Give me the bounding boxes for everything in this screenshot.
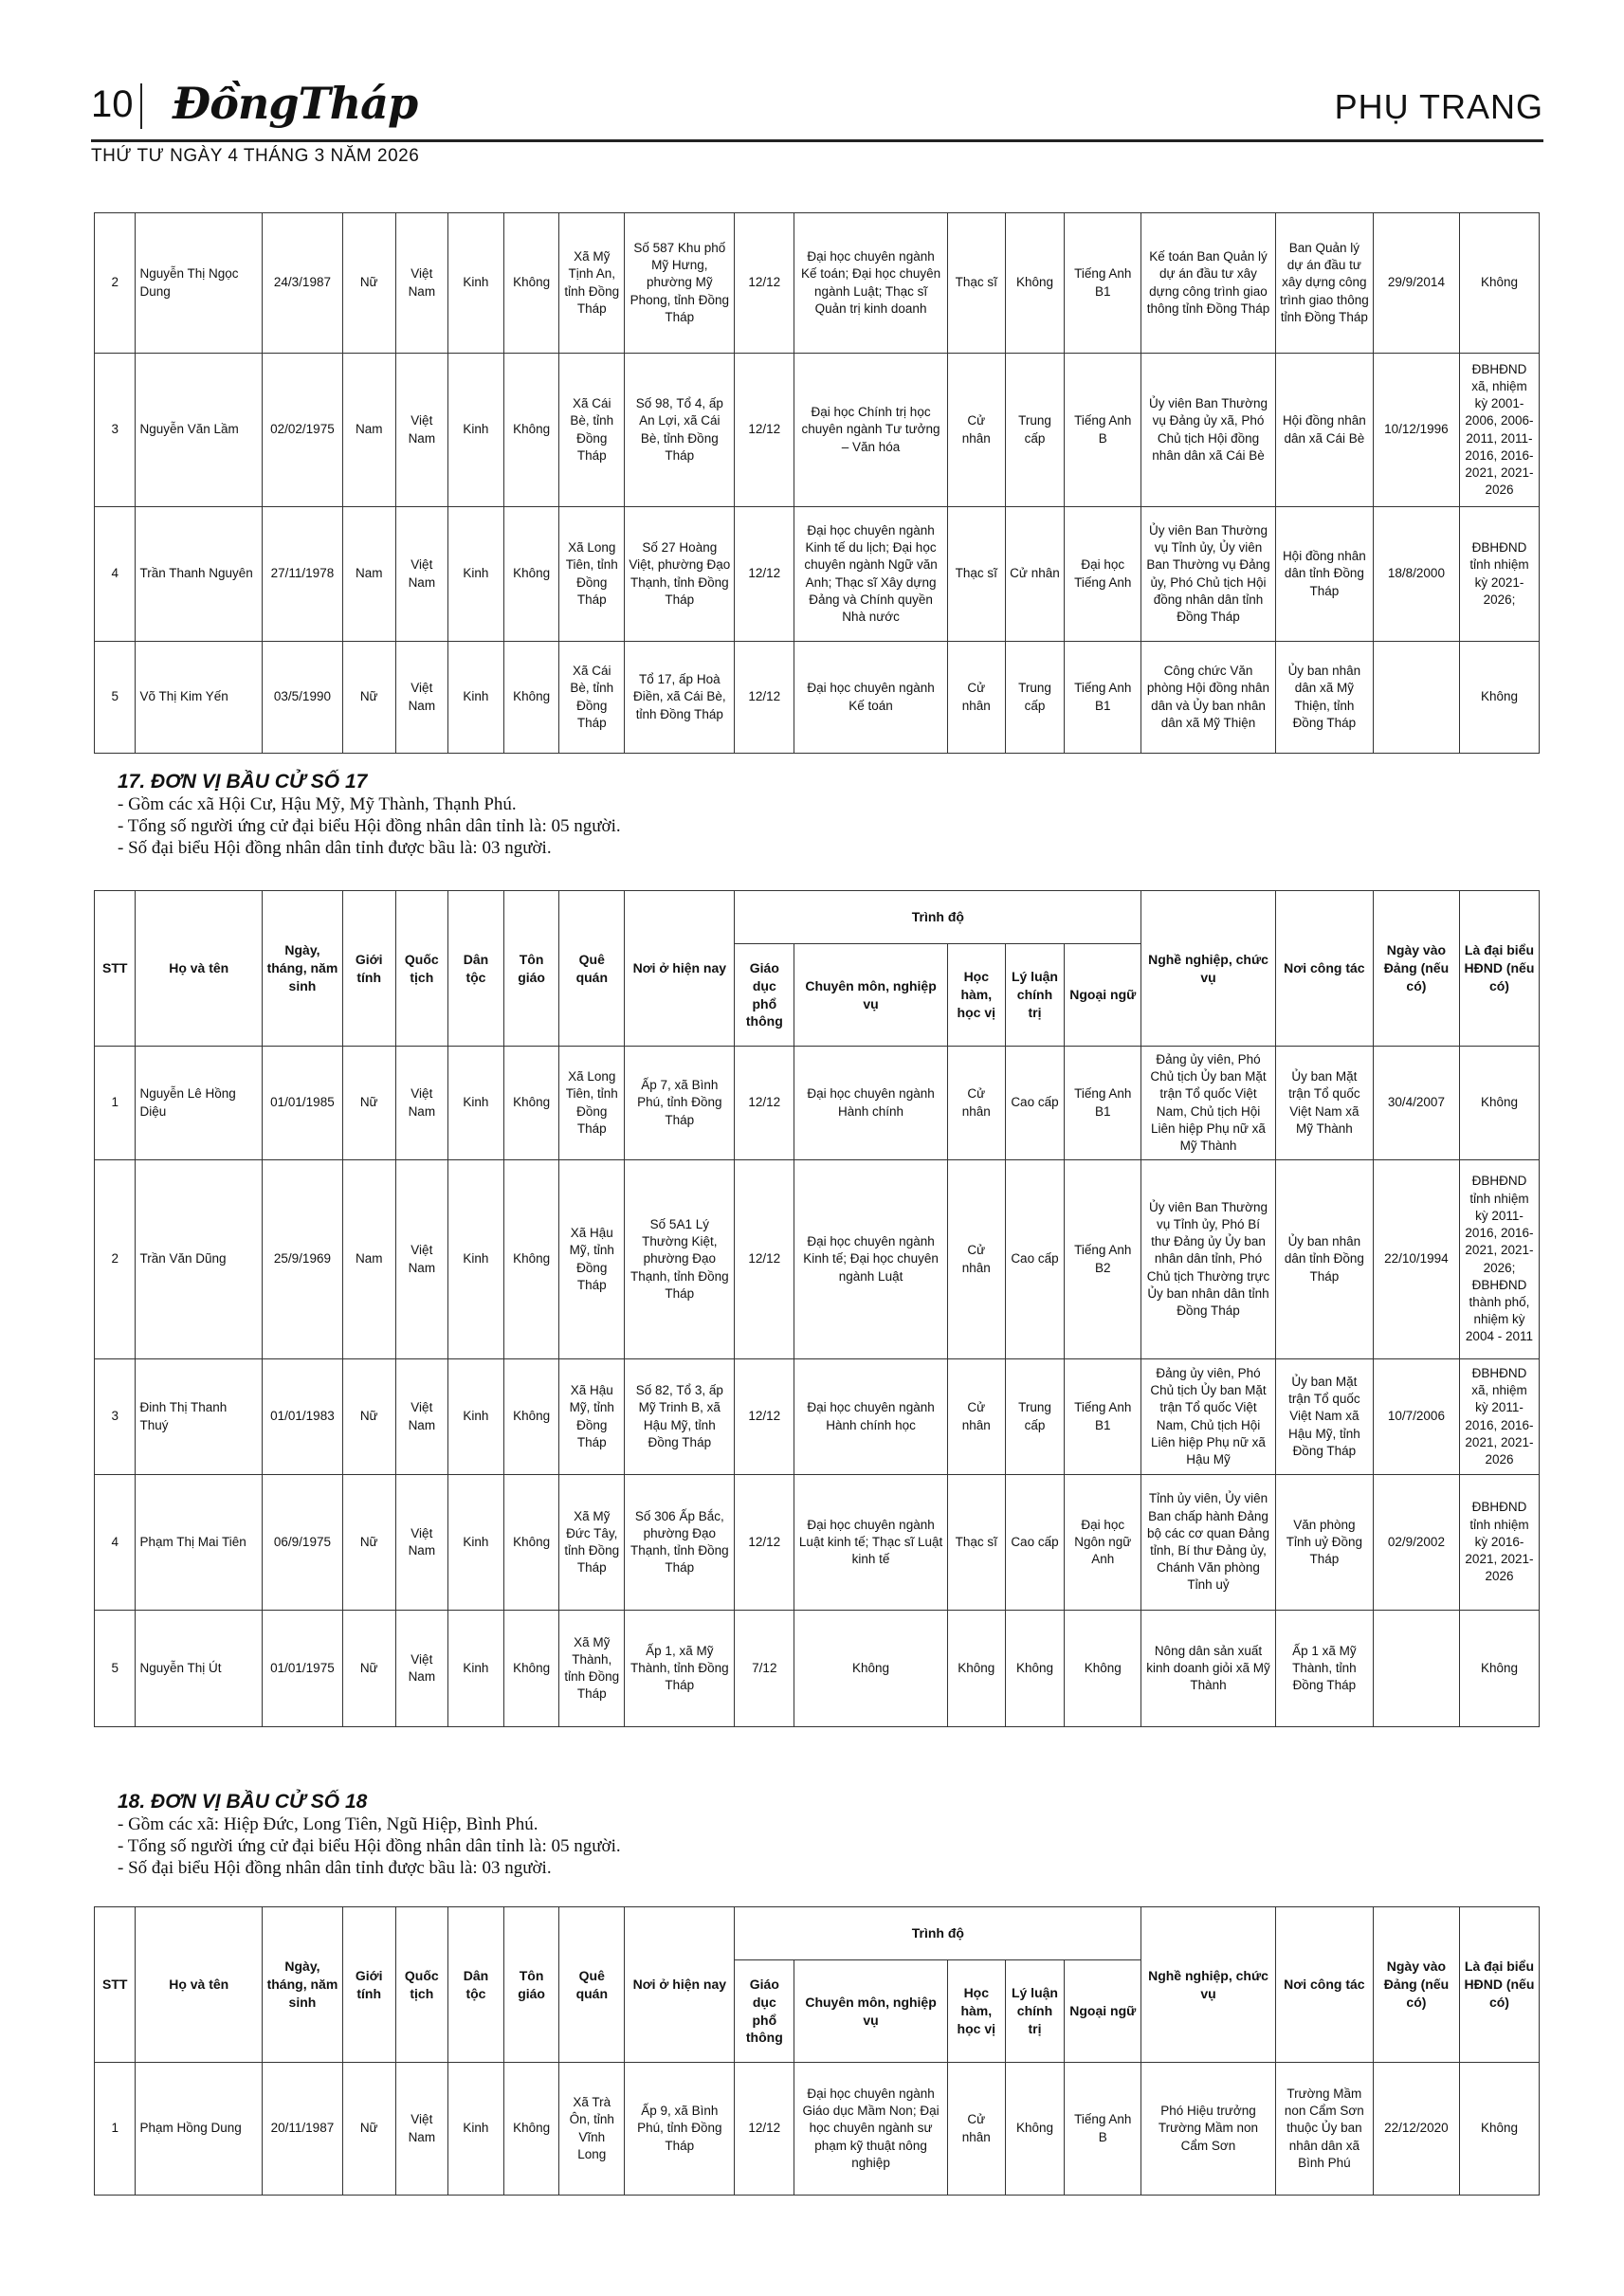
newspaper-logo: ĐồngTháp — [173, 78, 418, 129]
cell-language: Tiếng Anh B — [1065, 2063, 1141, 2196]
cell-party-date — [1373, 642, 1459, 754]
section-17-line3: - Số đại biểu Hội đồng nhân dân tỉnh được bầu là: 03 người. — [118, 838, 552, 858]
col-nationality: Quốc tịch — [395, 1907, 448, 2063]
cell-religion: Không — [503, 1047, 559, 1160]
cell-nationality: Việt Nam — [395, 642, 448, 754]
cell-degree: Thạc sĩ — [947, 507, 1005, 642]
col-occupation: Nghề nghiệp, chức vụ — [1141, 891, 1276, 1047]
cell-dob: 20/11/1987 — [262, 2063, 342, 2196]
cell-specialty: Không — [794, 1611, 948, 1727]
cell-residence: Số 587 Khu phố Mỹ Hưng, phường Mỹ Phong, tỉnh Đồng Tháp — [625, 213, 735, 354]
col-stt: STT — [95, 891, 136, 1047]
cell-political: Không — [1005, 2063, 1065, 2196]
cell-hometown: Xã Hậu Mỹ, tỉnh Đồng Tháp — [559, 1160, 625, 1359]
cell-dob: 01/01/1983 — [262, 1359, 342, 1475]
cell-gender: Nữ — [342, 2063, 395, 2196]
cell-occupation: Tỉnh ủy viên, Ủy viên Ban chấp hành Đảng bộ các cơ quan Đảng tỉnh, Bí thư Đảng ủy, Chánh Văn phòng Tỉnh uỷ — [1141, 1475, 1276, 1611]
cell-name: Nguyễn Văn Lầm — [136, 354, 262, 507]
cell-dob: 24/3/1987 — [262, 213, 342, 354]
cell-ethnicity: Kinh — [448, 2063, 504, 2196]
cell-name: Phạm Hồng Dung — [136, 2063, 262, 2196]
cell-residence: Số 306 Ấp Bắc, phường Đạo Thạnh, tỉnh Đồng Tháp — [625, 1475, 735, 1611]
cell-workplace: Văn phòng Tỉnh uỷ Đồng Tháp — [1275, 1475, 1373, 1611]
cell-degree: Cử nhân — [947, 1047, 1005, 1160]
issue-date: THỨ TƯ NGÀY 4 THÁNG 3 NĂM 2026 — [91, 146, 420, 166]
table-row — [95, 213, 1540, 354]
col-workplace: Nơi công tác — [1275, 891, 1373, 1047]
cell-dob: 01/01/1975 — [262, 1611, 342, 1727]
col-political: Lý luận chính trị — [1005, 1960, 1065, 2063]
col-delegate: Là đại biểu HĐND (nếu có) — [1459, 1907, 1539, 2063]
cell-religion: Không — [503, 1359, 559, 1475]
cell-gender: Nữ — [342, 1611, 395, 1727]
table-row — [95, 2063, 1540, 2196]
cell-political: Không — [1005, 1611, 1065, 1727]
table-body — [95, 1047, 1540, 1727]
cell-name: Trần Thanh Nguyên — [136, 507, 262, 642]
col-stt: STT — [95, 1907, 136, 2063]
col-nationality: Quốc tịch — [395, 891, 448, 1047]
cell-specialty: Đại học chuyên ngành Giáo dục Mầm Non; Đại học chuyên ngành sư phạm kỹ thuật nông nghiệp — [794, 2063, 948, 2196]
cell-ethnicity: Kinh — [448, 354, 504, 507]
cell-religion: Không — [503, 354, 559, 507]
cell-workplace: Ủy ban Mặt trận Tổ quốc Việt Nam xã Hậu Mỹ, tỉnh Đồng Tháp — [1275, 1359, 1373, 1475]
col-religion: Tôn giáo — [503, 891, 559, 1047]
table-row — [95, 1160, 1540, 1359]
col-degree: Học hàm, học vị — [947, 1960, 1005, 2063]
cell-delegate: Không — [1459, 1611, 1539, 1727]
cell-occupation: Ủy viên Ban Thường vụ Tỉnh ủy, Ủy viên Ban Thường vụ Đảng ủy, Phó Chủ tịch Hội đồng nhân dân tỉnh Đồng Tháp — [1141, 507, 1276, 642]
col-education-group: Trình độ — [735, 891, 1141, 944]
cell-name: Nguyễn Thị Út — [136, 1611, 262, 1727]
cell-general-edu: 12/12 — [735, 1475, 794, 1611]
page-header — [91, 78, 1543, 135]
cell-name: Đinh Thị Thanh Thuý — [136, 1359, 262, 1475]
cell-stt: 5 — [95, 1611, 136, 1727]
cell-religion: Không — [503, 1475, 559, 1611]
col-degree: Học hàm, học vị — [947, 944, 1005, 1047]
section-18-line3: - Số đại biểu Hội đồng nhân dân tỉnh được bầu là: 03 người. — [118, 1858, 552, 1878]
cell-dob: 06/9/1975 — [262, 1475, 342, 1611]
cell-occupation: Ủy viên Ban Thường vụ Tỉnh ủy, Phó Bí thư Đảng ủy Ủy ban nhân dân tỉnh, Phó Chủ tịch Thường trực Ủy ban nhân dân tỉnh Đồng Tháp — [1141, 1160, 1276, 1359]
cell-workplace: Ủy ban nhân dân tỉnh Đồng Tháp — [1275, 1160, 1373, 1359]
section-17-intro — [118, 771, 621, 859]
table-body — [95, 213, 1540, 754]
cell-gender: Nam — [342, 354, 395, 507]
cell-ethnicity: Kinh — [448, 1611, 504, 1727]
cell-nationality: Việt Nam — [395, 1160, 448, 1359]
cell-ethnicity: Kinh — [448, 1047, 504, 1160]
cell-hometown: Xã Mỹ Thành, tỉnh Đồng Tháp — [559, 1611, 625, 1727]
cell-political: Cao cấp — [1005, 1475, 1065, 1611]
cell-political: Cao cấp — [1005, 1047, 1065, 1160]
col-hometown: Quê quán — [559, 1907, 625, 2063]
cell-ethnicity: Kinh — [448, 213, 504, 354]
cell-hometown: Xã Mỹ Tịnh An, tỉnh Đồng Tháp — [559, 213, 625, 354]
col-dob: Ngày, tháng, năm sinh — [262, 891, 342, 1047]
cell-hometown: Xã Trà Ôn, tỉnh Vĩnh Long — [559, 2063, 625, 2196]
col-specialty: Chuyên môn, nghiệp vụ — [794, 944, 948, 1047]
cell-residence: Ấp 9, xã Bình Phú, tỉnh Đồng Tháp — [625, 2063, 735, 2196]
table-row — [95, 1475, 1540, 1611]
cell-nationality: Việt Nam — [395, 354, 448, 507]
cell-stt: 2 — [95, 213, 136, 354]
cell-delegate: Không — [1459, 213, 1539, 354]
cell-party-date: 18/8/2000 — [1373, 507, 1459, 642]
cell-residence: Số 27 Hoàng Việt, phường Đạo Thạnh, tỉnh Đồng Tháp — [625, 507, 735, 642]
page-number: 10 — [91, 83, 134, 125]
col-delegate: Là đại biểu HĐND (nếu có) — [1459, 891, 1539, 1047]
cell-residence: Ấp 7, xã Bình Phú, tỉnh Đồng Tháp — [625, 1047, 735, 1160]
cell-language: Đại học Tiếng Anh — [1065, 507, 1141, 642]
cell-workplace: Hội đồng nhân dân xã Cái Bè — [1275, 354, 1373, 507]
cell-delegate: Không — [1459, 2063, 1539, 2196]
section-18-title: 18. ĐƠN VỊ BẦU CỬ SỐ 18 — [118, 1791, 368, 1813]
col-gender: Giới tính — [342, 891, 395, 1047]
cell-nationality: Việt Nam — [395, 2063, 448, 2196]
cell-residence: Số 98, Tổ 4, ấp An Lợi, xã Cái Bè, tỉnh Đồng Tháp — [625, 354, 735, 507]
cell-gender: Nam — [342, 1160, 395, 1359]
cell-stt: 4 — [95, 507, 136, 642]
table-header — [95, 891, 1540, 1047]
table-body — [95, 2063, 1540, 2196]
cell-delegate: ĐBHĐND tỉnh nhiệm kỳ 2016-2021, 2021-2026 — [1459, 1475, 1539, 1611]
header-divider — [140, 83, 142, 129]
cell-language: Không — [1065, 1611, 1141, 1727]
cell-specialty: Đại học chuyên ngành Kế toán; Đại học chuyên ngành Luật; Thạc sĩ Quản trị kinh doanh — [794, 213, 948, 354]
cell-general-edu: 12/12 — [735, 1047, 794, 1160]
cell-party-date: 29/9/2014 — [1373, 213, 1459, 354]
cell-general-edu: 12/12 — [735, 354, 794, 507]
cell-stt: 2 — [95, 1160, 136, 1359]
col-general-edu: Giáo dục phổ thông — [735, 944, 794, 1047]
cell-language: Tiếng Anh B1 — [1065, 213, 1141, 354]
col-specialty: Chuyên môn, nghiệp vụ — [794, 1960, 948, 2063]
cell-delegate: ĐBHĐND tỉnh nhiệm kỳ 2011-2016, 2016-2021, 2021-2026; ĐBHĐND thành phố, nhiệm kỳ 2004 - 2011 — [1459, 1160, 1539, 1359]
col-gender: Giới tính — [342, 1907, 395, 2063]
cell-general-edu: 7/12 — [735, 1611, 794, 1727]
candidates-table-18 — [94, 1906, 1540, 2196]
cell-nationality: Việt Nam — [395, 1611, 448, 1727]
cell-stt: 1 — [95, 1047, 136, 1160]
col-ethnicity: Dân tộc — [448, 891, 504, 1047]
cell-delegate: ĐBHĐND xã, nhiệm kỳ 2001-2006, 2006-2011, 2011-2016, 2016-2021, 2021-2026 — [1459, 354, 1539, 507]
cell-degree: Thạc sĩ — [947, 1475, 1005, 1611]
cell-nationality: Việt Nam — [395, 1359, 448, 1475]
cell-stt: 5 — [95, 642, 136, 754]
cell-degree: Cử nhân — [947, 1359, 1005, 1475]
col-residence: Nơi ở hiện nay — [625, 891, 735, 1047]
section-18-line2: - Tổng số người ứng cử đại biểu Hội đồng nhân dân tỉnh là: 05 người. — [118, 1836, 621, 1856]
cell-gender: Nam — [342, 507, 395, 642]
cell-stt: 3 — [95, 1359, 136, 1475]
cell-workplace: Hội đồng nhân dân tỉnh Đồng Tháp — [1275, 507, 1373, 642]
cell-language: Tiếng Anh B1 — [1065, 1359, 1141, 1475]
cell-workplace: Ủy ban nhân dân xã Mỹ Thiện, tỉnh Đồng Tháp — [1275, 642, 1373, 754]
col-residence: Nơi ở hiện nay — [625, 1907, 735, 2063]
cell-religion: Không — [503, 507, 559, 642]
cell-dob: 01/01/1985 — [262, 1047, 342, 1160]
section-17-line1: - Gồm các xã Hội Cư, Hậu Mỹ, Mỹ Thành, Thạnh Phú. — [118, 794, 517, 814]
col-workplace: Nơi công tác — [1275, 1907, 1373, 2063]
col-language: Ngoại ngữ — [1065, 944, 1141, 1047]
cell-political: Trung cấp — [1005, 1359, 1065, 1475]
cell-delegate: Không — [1459, 642, 1539, 754]
cell-occupation: Nông dân sản xuất kinh doanh giỏi xã Mỹ Thành — [1141, 1611, 1276, 1727]
cell-political: Cao cấp — [1005, 1160, 1065, 1359]
cell-political: Trung cấp — [1005, 354, 1065, 507]
cell-specialty: Đại học chuyên ngành Hành chính — [794, 1047, 948, 1160]
col-party-date: Ngày vào Đảng (nếu có) — [1373, 1907, 1459, 2063]
cell-name: Võ Thị Kim Yến — [136, 642, 262, 754]
cell-general-edu: 12/12 — [735, 213, 794, 354]
candidates-table-16 — [94, 212, 1540, 754]
cell-specialty: Đại học chuyên ngành Hành chính học — [794, 1359, 948, 1475]
cell-ethnicity: Kinh — [448, 1359, 504, 1475]
cell-workplace: Ủy ban Mặt trận Tổ quốc Việt Nam xã Mỹ Thành — [1275, 1047, 1373, 1160]
cell-party-date: 02/9/2002 — [1373, 1475, 1459, 1611]
cell-party-date — [1373, 1611, 1459, 1727]
cell-gender: Nữ — [342, 1047, 395, 1160]
cell-degree: Thạc sĩ — [947, 213, 1005, 354]
cell-ethnicity: Kinh — [448, 507, 504, 642]
section-18-line1: - Gồm các xã: Hiệp Đức, Long Tiên, Ngũ Hiệp, Bình Phú. — [118, 1814, 538, 1834]
cell-specialty: Đại học chuyên ngành Kế toán — [794, 642, 948, 754]
col-occupation: Nghề nghiệp, chức vụ — [1141, 1907, 1276, 2063]
cell-dob: 27/11/1978 — [262, 507, 342, 642]
section-label: PHỤ TRANG — [1334, 87, 1543, 126]
cell-delegate: ĐBHĐND tỉnh nhiệm kỳ 2021-2026; — [1459, 507, 1539, 642]
cell-language: Tiếng Anh B1 — [1065, 642, 1141, 754]
cell-specialty: Đại học chuyên ngành Luật kinh tế; Thạc sĩ Luật kinh tế — [794, 1475, 948, 1611]
cell-ethnicity: Kinh — [448, 1160, 504, 1359]
cell-residence: Số 82, Tổ 3, ấp Mỹ Trinh B, xã Hậu Mỹ, tỉnh Đồng Tháp — [625, 1359, 735, 1475]
cell-party-date: 30/4/2007 — [1373, 1047, 1459, 1160]
cell-party-date: 22/10/1994 — [1373, 1160, 1459, 1359]
table-header — [95, 1907, 1540, 2063]
cell-hometown: Xã Cái Bè, tỉnh Đồng Tháp — [559, 354, 625, 507]
cell-workplace: Ấp 1 xã Mỹ Thành, tỉnh Đồng Tháp — [1275, 1611, 1373, 1727]
col-ethnicity: Dân tộc — [448, 1907, 504, 2063]
cell-religion: Không — [503, 1611, 559, 1727]
col-dob: Ngày, tháng, năm sinh — [262, 1907, 342, 2063]
cell-dob: 03/5/1990 — [262, 642, 342, 754]
cell-language: Đại học Ngôn ngữ Anh — [1065, 1475, 1141, 1611]
cell-occupation: Công chức Văn phòng Hội đồng nhân dân và Ủy ban nhân dân xã Mỹ Thiện — [1141, 642, 1276, 754]
section-18-intro — [118, 1791, 621, 1879]
cell-hometown: Xã Cái Bè, tỉnh Đồng Tháp — [559, 642, 625, 754]
cell-general-edu: 12/12 — [735, 1160, 794, 1359]
cell-language: Tiếng Anh B — [1065, 354, 1141, 507]
cell-name: Trần Văn Dũng — [136, 1160, 262, 1359]
cell-language: Tiếng Anh B1 — [1065, 1047, 1141, 1160]
cell-occupation: Đảng ủy viên, Phó Chủ tịch Ủy ban Mặt trận Tổ quốc Việt Nam, Chủ tịch Hội Liên hiệp Phụ nữ xã Hậu Mỹ — [1141, 1359, 1276, 1475]
cell-specialty: Đại học chuyên ngành Kinh tế; Đại học chuyên ngành Luật — [794, 1160, 948, 1359]
cell-party-date: 10/12/1996 — [1373, 354, 1459, 507]
cell-political: Trung cấp — [1005, 642, 1065, 754]
section-17-line2: - Tổng số người ứng cử đại biểu Hội đồng nhân dân tỉnh là: 05 người. — [118, 816, 621, 836]
cell-dob: 25/9/1969 — [262, 1160, 342, 1359]
cell-political: Cử nhân — [1005, 507, 1065, 642]
col-general-edu: Giáo dục phổ thông — [735, 1960, 794, 2063]
cell-degree: Không — [947, 1611, 1005, 1727]
col-hometown: Quê quán — [559, 891, 625, 1047]
table-row — [95, 1047, 1540, 1160]
cell-party-date: 22/12/2020 — [1373, 2063, 1459, 2196]
cell-general-edu: 12/12 — [735, 1359, 794, 1475]
cell-dob: 02/02/1975 — [262, 354, 342, 507]
cell-gender: Nữ — [342, 642, 395, 754]
cell-specialty: Đại học Chính trị học chuyên ngành Tư tưởng – Văn hóa — [794, 354, 948, 507]
cell-nationality: Việt Nam — [395, 1047, 448, 1160]
cell-language: Tiếng Anh B2 — [1065, 1160, 1141, 1359]
cell-hometown: Xã Mỹ Đức Tây, tỉnh Đồng Tháp — [559, 1475, 625, 1611]
cell-gender: Nữ — [342, 1359, 395, 1475]
cell-stt: 4 — [95, 1475, 136, 1611]
cell-workplace: Trường Mầm non Cẩm Sơn thuộc Ủy ban nhân dân xã Bình Phú — [1275, 2063, 1373, 2196]
cell-name: Nguyễn Lê Hồng Diệu — [136, 1047, 262, 1160]
col-name: Họ và tên — [136, 891, 262, 1047]
col-name: Họ và tên — [136, 1907, 262, 2063]
cell-occupation: Đảng ủy viên, Phó Chủ tịch Ủy ban Mặt trận Tổ quốc Việt Nam, Chủ tịch Hội Liên hiệp Phụ nữ xã Mỹ Thành — [1141, 1047, 1276, 1160]
table-row — [95, 507, 1540, 642]
cell-stt: 1 — [95, 2063, 136, 2196]
table-row — [95, 354, 1540, 507]
cell-hometown: Xã Hậu Mỹ, tỉnh Đồng Tháp — [559, 1359, 625, 1475]
header-rule — [91, 139, 1543, 142]
col-language: Ngoại ngữ — [1065, 1960, 1141, 2063]
cell-delegate: ĐBHĐND xã, nhiệm kỳ 2011-2016, 2016-2021, 2021-2026 — [1459, 1359, 1539, 1475]
cell-gender: Nữ — [342, 213, 395, 354]
cell-hometown: Xã Long Tiên, tỉnh Đồng Tháp — [559, 507, 625, 642]
cell-ethnicity: Kinh — [448, 1475, 504, 1611]
cell-name: Nguyễn Thị Ngọc Dung — [136, 213, 262, 354]
cell-stt: 3 — [95, 354, 136, 507]
col-party-date: Ngày vào Đảng (nếu có) — [1373, 891, 1459, 1047]
table-row — [95, 642, 1540, 754]
cell-general-edu: 12/12 — [735, 2063, 794, 2196]
col-political: Lý luận chính trị — [1005, 944, 1065, 1047]
col-religion: Tôn giáo — [503, 1907, 559, 2063]
cell-ethnicity: Kinh — [448, 642, 504, 754]
cell-nationality: Việt Nam — [395, 507, 448, 642]
col-education-group: Trình độ — [735, 1907, 1141, 1960]
table-row — [95, 1611, 1540, 1727]
cell-general-edu: 12/12 — [735, 642, 794, 754]
cell-religion: Không — [503, 1160, 559, 1359]
cell-degree: Cử nhân — [947, 1160, 1005, 1359]
cell-political: Không — [1005, 213, 1065, 354]
cell-nationality: Việt Nam — [395, 213, 448, 354]
cell-occupation: Ủy viên Ban Thường vụ Đảng ủy xã, Phó Chủ tịch Hội đồng nhân dân xã Cái Bè — [1141, 354, 1276, 507]
cell-religion: Không — [503, 2063, 559, 2196]
cell-name: Phạm Thị Mai Tiên — [136, 1475, 262, 1611]
cell-nationality: Việt Nam — [395, 1475, 448, 1611]
cell-occupation: Phó Hiệu trưởng Trường Mầm non Cẩm Sơn — [1141, 2063, 1276, 2196]
cell-general-edu: 12/12 — [735, 507, 794, 642]
cell-degree: Cử nhân — [947, 2063, 1005, 2196]
cell-degree: Cử nhân — [947, 642, 1005, 754]
candidates-table-17 — [94, 890, 1540, 1727]
cell-residence: Số 5A1 Lý Thường Kiệt, phường Đạo Thạnh, tỉnh Đồng Tháp — [625, 1160, 735, 1359]
section-17-title: 17. ĐƠN VỊ BẦU CỬ SỐ 17 — [118, 771, 368, 793]
cell-gender: Nữ — [342, 1475, 395, 1611]
cell-workplace: Ban Quản lý dự án đầu tư xây dựng công trình giao thông tỉnh Đồng Tháp — [1275, 213, 1373, 354]
cell-occupation: Kế toán Ban Quản lý dự án đầu tư xây dựng công trình giao thông tỉnh Đồng Tháp — [1141, 213, 1276, 354]
cell-residence: Ấp 1, xã Mỹ Thành, tỉnh Đồng Tháp — [625, 1611, 735, 1727]
cell-delegate: Không — [1459, 1047, 1539, 1160]
cell-degree: Cử nhân — [947, 354, 1005, 507]
cell-religion: Không — [503, 642, 559, 754]
table-row — [95, 1359, 1540, 1475]
cell-religion: Không — [503, 213, 559, 354]
cell-residence: Tổ 17, ấp Hoà Điền, xã Cái Bè, tỉnh Đồng Tháp — [625, 642, 735, 754]
cell-hometown: Xã Long Tiên, tỉnh Đồng Tháp — [559, 1047, 625, 1160]
cell-specialty: Đại học chuyên ngành Kinh tế du lịch; Đại học chuyên ngành Ngữ văn Anh; Thạc sĩ Xây dựng Đảng và Chính quyền Nhà nước — [794, 507, 948, 642]
cell-party-date: 10/7/2006 — [1373, 1359, 1459, 1475]
